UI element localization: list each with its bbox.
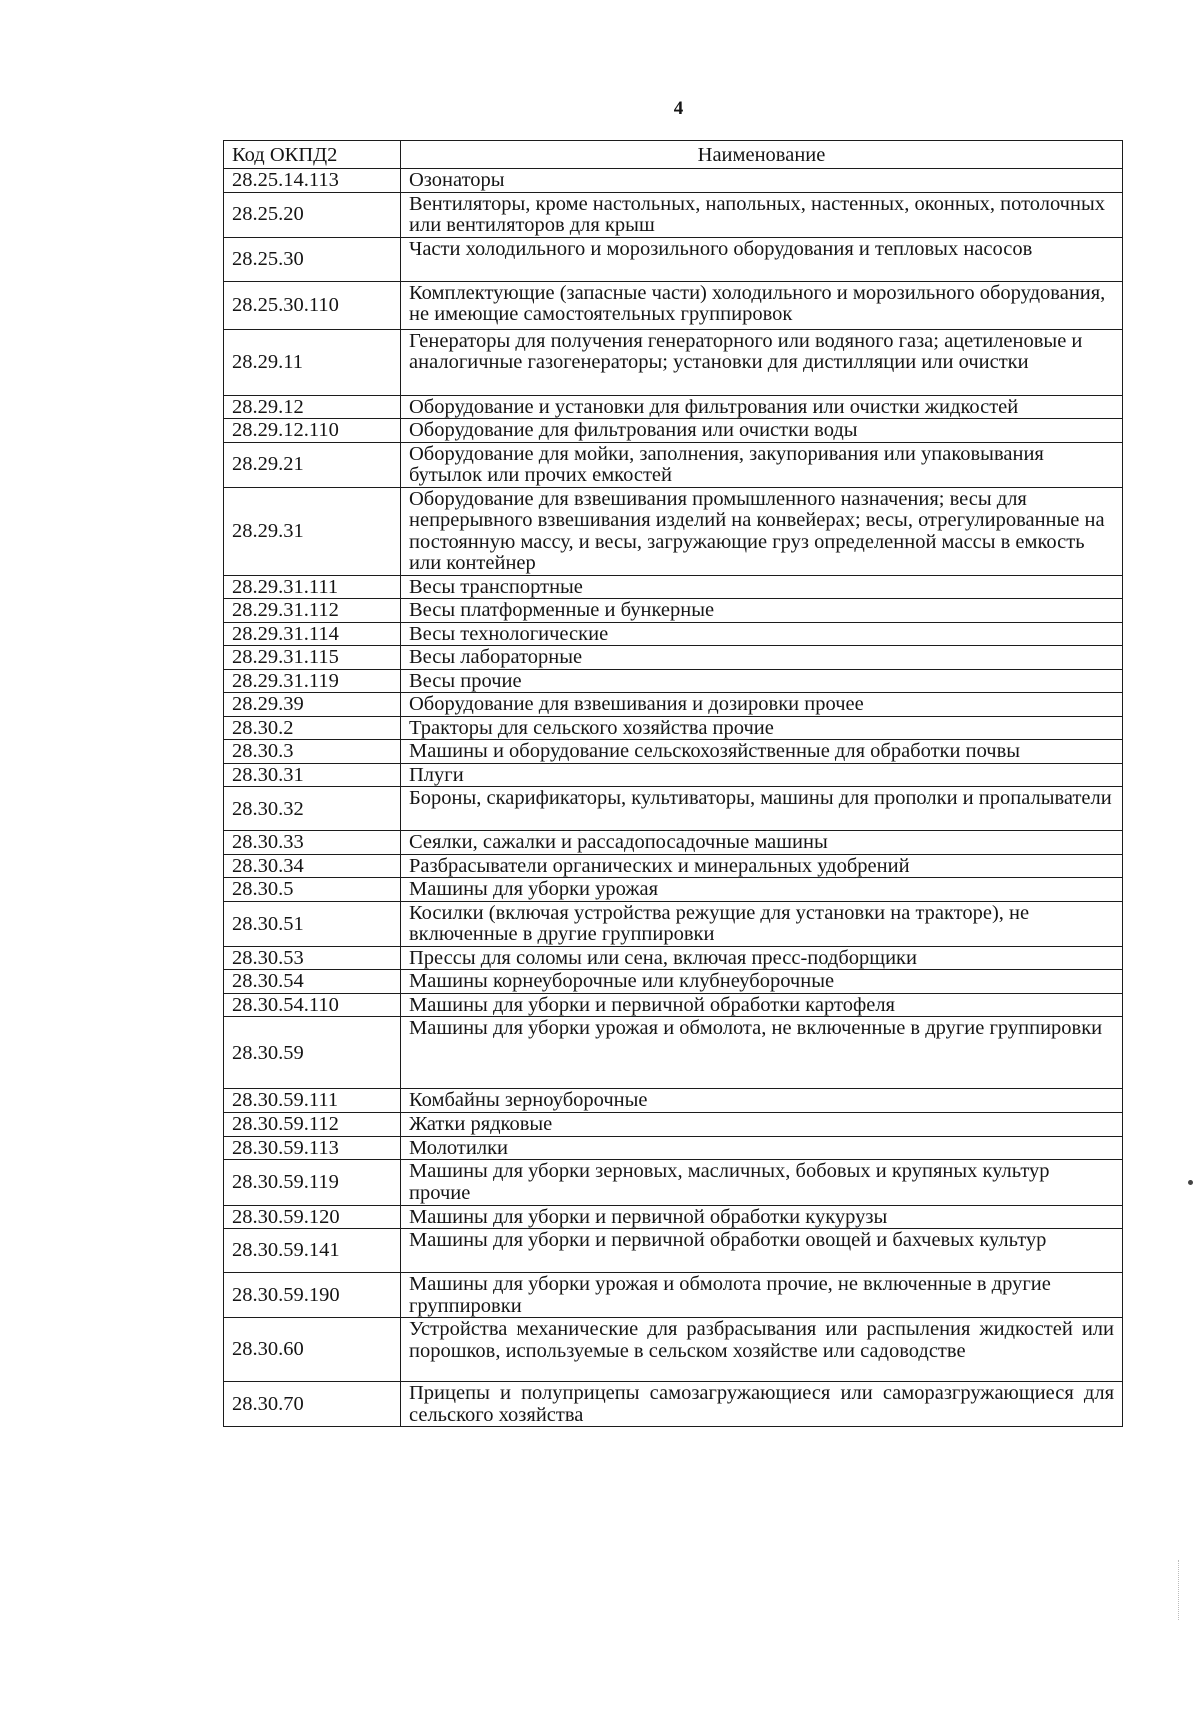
name-cell: Бороны, скарификаторы, культиваторы, машины для прополки и пропалыватели [401,787,1123,831]
name-cell: Комплектующие (запасные части) холодильного и морозильного оборудования, не имеющие самостоятельных группировок [401,281,1123,329]
okpd-code-cell: 28.30.5 [224,878,401,902]
table-row [224,831,1123,855]
name-cell: Оборудование для взвешивания и дозировки прочее [401,693,1123,717]
okpd-code-cell: 28.30.33 [224,831,401,855]
name-cell: Вентиляторы, кроме настольных, напольных, настенных, оконных, потолочных или вентиляторов для крыш [401,192,1123,237]
table-row [224,622,1123,646]
okpd-code-cell: 28.30.59.141 [224,1229,401,1273]
scan-edge-mark [1178,1560,1182,1620]
name-cell: Весы прочие [401,669,1123,693]
column-header-name: Наименование [401,141,1123,169]
table-row [224,854,1123,878]
table-row [224,1136,1123,1160]
okpd-code-cell: 28.29.31.115 [224,646,401,670]
table-row [224,329,1123,395]
table-row [224,395,1123,419]
table-row [224,901,1123,946]
okpd-code-cell: 28.30.32 [224,787,401,831]
okpd-code-cell: 28.30.60 [224,1318,401,1382]
column-header-code: Код ОКПД2 [224,141,401,169]
table-row [224,599,1123,623]
okpd-code-cell: 28.30.53 [224,946,401,970]
table-row [224,740,1123,764]
name-cell: Разбрасыватели органических и минеральных удобрений [401,854,1123,878]
okpd-code-cell: 28.30.59.120 [224,1205,401,1229]
okpd-code-cell: 28.30.51 [224,901,401,946]
name-cell: Косилки (включая устройства режущие для установки на тракторе), не включенные в другие группировки [401,901,1123,946]
name-cell: Машины для уборки урожая [401,878,1123,902]
table-row [224,993,1123,1017]
okpd-table [223,140,1123,1427]
table-row [224,237,1123,281]
table-row [224,169,1123,193]
table-row [224,1382,1123,1427]
name-cell: Машины для уборки урожая и обмолота прочие, не включенные в другие группировки [401,1273,1123,1318]
okpd-code-cell: 28.29.31 [224,487,401,575]
okpd-code-cell: 28.29.31.111 [224,575,401,599]
name-cell: Молотилки [401,1136,1123,1160]
name-cell: Машины корнеуборочные или клубнеуборочные [401,970,1123,994]
okpd-code-cell: 28.29.12 [224,395,401,419]
table-row [224,487,1123,575]
okpd-code-cell: 28.30.2 [224,716,401,740]
table-row [224,970,1123,994]
okpd-code-cell: 28.29.21 [224,442,401,487]
okpd-code-cell: 28.30.59.112 [224,1113,401,1137]
okpd-code-cell: 28.30.31 [224,763,401,787]
name-cell: Машины для уборки и первичной обработки кукурузы [401,1205,1123,1229]
name-cell: Генераторы для получения генераторного или водяного газа; ацетиленовые и аналогичные газогенераторы; установки для дистилляции или очистки [401,329,1123,395]
name-cell: Части холодильного и морозильного оборудования и тепловых насосов [401,237,1123,281]
table-row [224,763,1123,787]
okpd-code-cell: 28.25.20 [224,192,401,237]
name-cell: Оборудование для фильтрования или очистки воды [401,419,1123,443]
name-cell: Машины и оборудование сельскохозяйственные для обработки почвы [401,740,1123,764]
okpd-code-cell: 28.29.11 [224,329,401,395]
okpd-code-cell: 28.30.54.110 [224,993,401,1017]
table-row [224,192,1123,237]
name-cell: Озонаторы [401,169,1123,193]
table-header-row [224,141,1123,169]
table-row [224,575,1123,599]
okpd-code-cell: 28.25.30 [224,237,401,281]
table-row [224,646,1123,670]
okpd-code-cell: 28.30.54 [224,970,401,994]
name-cell: Машины для уборки и первичной обработки картофеля [401,993,1123,1017]
table-row [224,878,1123,902]
name-cell: Плуги [401,763,1123,787]
table-row [224,716,1123,740]
table-row [224,1318,1123,1382]
name-cell: Машины для уборки зерновых, масличных, бобовых и крупяных культур прочие [401,1160,1123,1205]
name-cell: Сеялки, сажалки и рассадопосадочные машины [401,831,1123,855]
okpd-code-cell: 28.30.70 [224,1382,401,1427]
page-number: 4 [673,98,684,119]
table-row [224,1113,1123,1137]
name-cell: Весы технологические [401,622,1123,646]
table-row [224,1089,1123,1113]
name-cell: Оборудование для взвешивания промышленного назначения; весы для непрерывного взвешивания изделий на конвейерах; весы, отрегулированные на постоянную массу, и весы, загружающие груз определенной массы в емкость или контейнер [401,487,1123,575]
name-cell: Машины для уборки и первичной обработки овощей и бахчевых культур [401,1229,1123,1273]
okpd-code-cell: 28.25.30.110 [224,281,401,329]
table-row [224,1017,1123,1089]
table-row [224,419,1123,443]
table-row [224,1160,1123,1205]
table-row [224,281,1123,329]
table-row [224,1205,1123,1229]
table-row [224,1229,1123,1273]
name-cell: Машины для уборки урожая и обмолота, не включенные в другие группировки [401,1017,1123,1089]
name-cell: Прессы для соломы или сена, включая пресс-подборщики [401,946,1123,970]
name-cell: Тракторы для сельского хозяйства прочие [401,716,1123,740]
name-cell: Устройства механические для разбрасывания или распыления жидкостей или порошков, используемые в сельском хозяйстве или садоводстве [401,1318,1123,1382]
scan-speck [1188,1180,1193,1185]
okpd-code-cell: 28.30.59.111 [224,1089,401,1113]
okpd-code-cell: 28.30.59.190 [224,1273,401,1318]
name-cell: Комбайны зерноуборочные [401,1089,1123,1113]
name-cell: Весы платформенные и бункерные [401,599,1123,623]
table-row [224,946,1123,970]
name-cell: Жатки рядковые [401,1113,1123,1137]
table-row [224,669,1123,693]
okpd-code-cell: 28.30.59.113 [224,1136,401,1160]
okpd-code-cell: 28.29.31.114 [224,622,401,646]
name-cell: Весы лабораторные [401,646,1123,670]
okpd-code-cell: 28.29.39 [224,693,401,717]
name-cell: Оборудование для мойки, заполнения, закупоривания или упаковывания бутылок или прочих емкостей [401,442,1123,487]
table-body [224,169,1123,1427]
okpd-code-cell: 28.30.3 [224,740,401,764]
table-row [224,1273,1123,1318]
okpd-code-cell: 28.30.34 [224,854,401,878]
table-row [224,787,1123,831]
name-cell: Оборудование и установки для фильтрования или очистки жидкостей [401,395,1123,419]
okpd-code-cell: 28.29.31.112 [224,599,401,623]
name-cell: Прицепы и полуприцепы самозагружающиеся или саморазгружающиеся для сельского хозяйства [401,1382,1123,1427]
okpd-code-cell: 28.29.12.110 [224,419,401,443]
table-row [224,693,1123,717]
okpd-code-cell: 28.30.59.119 [224,1160,401,1205]
okpd-code-cell: 28.25.14.113 [224,169,401,193]
table-row [224,442,1123,487]
okpd-code-cell: 28.29.31.119 [224,669,401,693]
okpd-code-cell: 28.30.59 [224,1017,401,1089]
name-cell: Весы транспортные [401,575,1123,599]
